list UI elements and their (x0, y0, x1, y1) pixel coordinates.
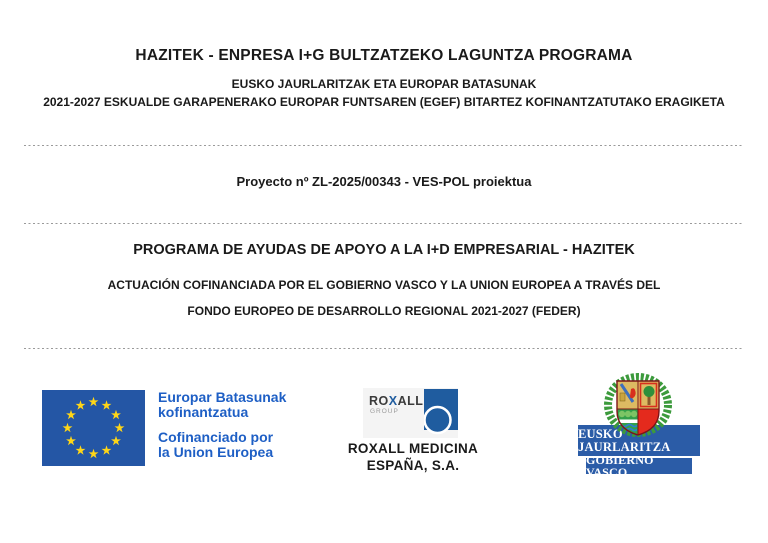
document-title: HAZITEK - ENPRESA I+G BULTZATZEKO LAGUNTZA PROGRAMA (135, 47, 633, 64)
eu-caption-spanish-line1: Cofinanciado por (158, 429, 274, 445)
dotted-divider-middle (24, 223, 744, 224)
document-subtitle-1: EUSKO JAURLARITZAK ETA EUROPAR BATASUNAK (231, 77, 537, 91)
basque-banner-top-label: EUSKO JAURLARITZA (578, 427, 671, 454)
roxall-wordmark-all: ALL (397, 394, 424, 408)
eu-caption-basque-line1: Europar Batasunak (158, 389, 287, 405)
dotted-divider-top (24, 145, 744, 146)
eu-caption-spanish-line2: la Union Europea (158, 443, 274, 460)
roxall-wordmark-x: X (388, 394, 398, 408)
roxall-wordmark-ro: RO (369, 394, 389, 408)
roxall-group-logo-icon (363, 388, 458, 438)
program-title-es: PROGRAMA DE AYUDAS DE APOYO A LA I+D EMPRESARIAL - HAZITEK (133, 242, 635, 258)
roxall-company-name (333, 441, 493, 474)
roxall-wordmark-group: GROUP (370, 408, 399, 415)
cofinancing-line-1: ACTUACIÓN COFINANCIADA POR EL GOBIERNO VASCO Y LA UNION EUROPEA A TRAVÉS DEL (107, 278, 661, 292)
roxall-company-line1: ROXALL MEDICINA (347, 441, 479, 456)
basque-coat-of-arms-icon (602, 373, 674, 441)
basque-banner-bottom (586, 453, 692, 479)
eu-caption-basque-line2: kofinantzatua (158, 403, 249, 420)
dotted-divider-bottom (24, 348, 744, 349)
basque-government-logo (565, 373, 725, 485)
roxall-company-line2: ESPAÑA, S.A. (366, 457, 460, 473)
cofinancing-line-2: FONDO EUROPEO DE DESARROLLO REGIONAL 2021-2027 (FEDER) (187, 304, 581, 318)
eu-cofinancing-caption (158, 390, 328, 459)
basque-banner-bottom-label: GOBIERNO VASCO (586, 453, 654, 479)
eu-flag-icon (42, 390, 145, 466)
roxall-wordmark (369, 395, 423, 407)
project-number-line: Proyecto nº ZL-2025/00343 - VES-POL proiektua (236, 174, 532, 189)
roxall-mark-icon (424, 389, 458, 435)
document-subtitle-2: 2021-2027 ESKUALDE GARAPENERAKO EUROPAR FUNTSAREN (EGEF) BITARTEZ KOFINANTZATUTAKO ERAGIKETA (43, 95, 725, 109)
